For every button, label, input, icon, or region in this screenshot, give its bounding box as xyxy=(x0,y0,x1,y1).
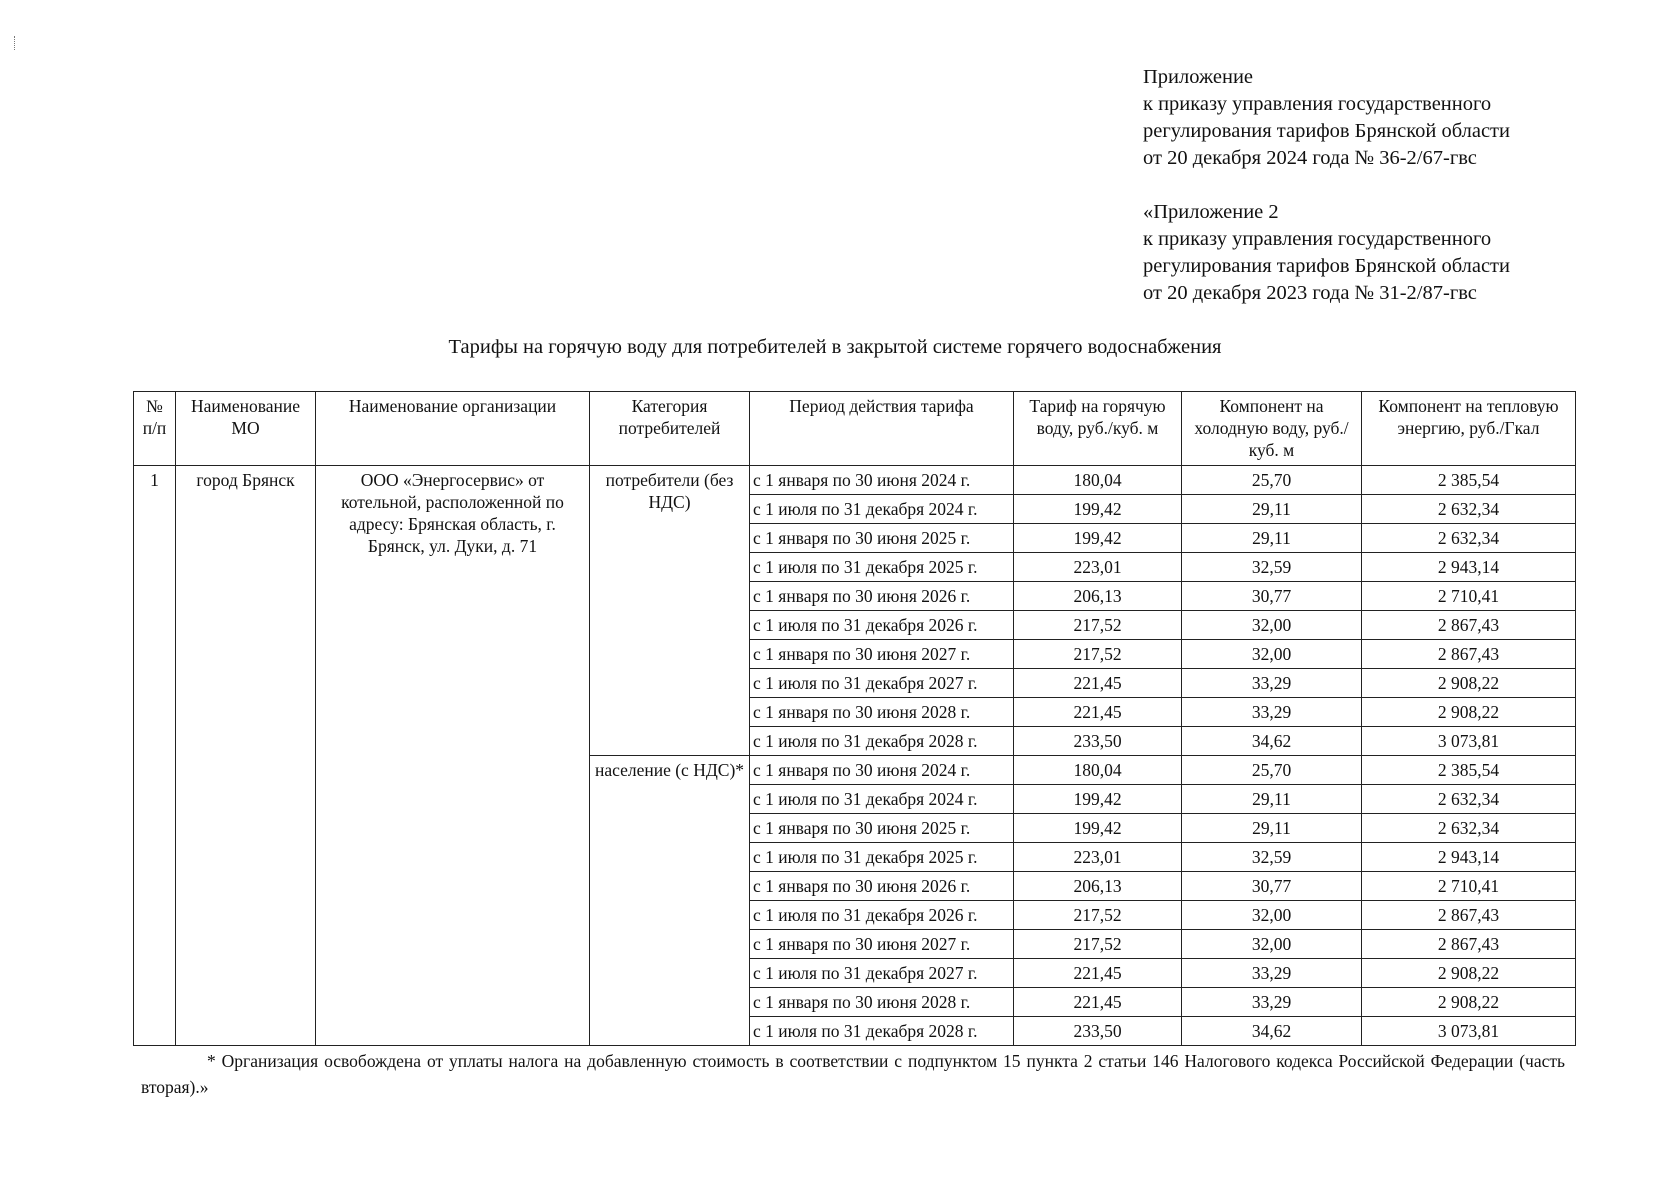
heat-energy-cell: 2 632,34 xyxy=(1362,524,1576,553)
period-cell: с 1 января по 30 июня 2028 г. xyxy=(750,988,1014,1017)
period-cell: с 1 июля по 31 декабря 2027 г. xyxy=(750,959,1014,988)
period-cell: с 1 января по 30 июня 2025 г. xyxy=(750,524,1014,553)
tariff-cell: 206,13 xyxy=(1014,872,1182,901)
heat-energy-cell: 2 385,54 xyxy=(1362,466,1576,495)
tariff-cell: 221,45 xyxy=(1014,959,1182,988)
approval-block-previous xyxy=(1143,199,1510,307)
cold-water-cell: 33,29 xyxy=(1182,988,1362,1017)
document-title: Тарифы на горячую воду для потребителей в закрытой системе горячего водоснабжения xyxy=(448,336,1222,358)
header-tariff: Тариф на горячую воду, руб./куб. м xyxy=(1014,392,1182,466)
cold-water-cell: 32,59 xyxy=(1182,553,1362,582)
period-cell: с 1 июля по 31 декабря 2028 г. xyxy=(750,727,1014,756)
heat-energy-cell: 2 908,22 xyxy=(1362,959,1576,988)
heat-energy-cell: 2 632,34 xyxy=(1362,785,1576,814)
cold-water-cell: 33,29 xyxy=(1182,698,1362,727)
heat-energy-cell: 2 867,43 xyxy=(1362,901,1576,930)
period-cell: с 1 июля по 31 декабря 2025 г. xyxy=(750,553,1014,582)
category-cell: население (с НДС)* xyxy=(590,756,750,1046)
mo-name-cell: город Брянск xyxy=(176,466,316,1046)
tariff-table-body xyxy=(134,466,1576,1046)
heat-energy-cell: 2 867,43 xyxy=(1362,930,1576,959)
period-cell: с 1 июля по 31 декабря 2024 г. xyxy=(750,495,1014,524)
tariff-cell: 223,01 xyxy=(1014,553,1182,582)
header-mo: Наименование МО xyxy=(176,392,316,466)
approval-line: к приказу управления государственного xyxy=(1143,93,1492,115)
header-num: № п/п xyxy=(134,392,176,466)
cold-water-cell: 25,70 xyxy=(1182,756,1362,785)
tariff-cell: 199,42 xyxy=(1014,495,1182,524)
approval-line: Приложение xyxy=(1143,66,1254,88)
period-cell: с 1 июля по 31 декабря 2028 г. xyxy=(750,1017,1014,1046)
tariff-cell: 199,42 xyxy=(1014,785,1182,814)
table-row xyxy=(134,466,1576,495)
header-category: Категория потребителей xyxy=(590,392,750,466)
scan-margin-mark xyxy=(14,36,16,50)
tariff-cell: 199,42 xyxy=(1014,814,1182,843)
heat-energy-cell: 2 867,43 xyxy=(1362,611,1576,640)
period-cell: с 1 июля по 31 декабря 2026 г. xyxy=(750,611,1014,640)
tariff-cell: 223,01 xyxy=(1014,843,1182,872)
tariff-cell: 221,45 xyxy=(1014,988,1182,1017)
cold-water-cell: 32,00 xyxy=(1182,901,1362,930)
cold-water-cell: 29,11 xyxy=(1182,524,1362,553)
approval-line: «Приложение 2 xyxy=(1143,201,1279,223)
header-heat: Компонент на тепловую энергию, руб./Гкал xyxy=(1362,392,1576,466)
approval-line: от 20 декабря 2024 года № 36-2/67-гвс xyxy=(1143,147,1477,169)
heat-energy-cell: 2 385,54 xyxy=(1362,756,1576,785)
period-cell: с 1 января по 30 июня 2027 г. xyxy=(750,930,1014,959)
heat-energy-cell: 3 073,81 xyxy=(1362,727,1576,756)
header-org: Наименование организации xyxy=(316,392,590,466)
heat-energy-cell: 2 632,34 xyxy=(1362,495,1576,524)
heat-energy-cell: 3 073,81 xyxy=(1362,1017,1576,1046)
category-cell: потребители (без НДС) xyxy=(590,466,750,756)
header-period: Период действия тарифа xyxy=(750,392,1014,466)
heat-energy-cell: 2 908,22 xyxy=(1362,988,1576,1017)
period-cell: с 1 января по 30 июня 2027 г. xyxy=(750,640,1014,669)
heat-energy-cell: 2 943,14 xyxy=(1362,553,1576,582)
heat-energy-cell: 2 943,14 xyxy=(1362,843,1576,872)
footnote: * Организация освобождена от уплаты налога на добавленную стоимость в соответствии с подпунктом 15 пункта 2 статьи 146 Налогового кодекса Российской Федерации (часть вторая).» xyxy=(141,1051,1565,1097)
approval-line: к приказу управления государственного xyxy=(1143,228,1492,250)
approval-line: регулирования тарифов Брянской области xyxy=(1143,120,1510,142)
period-cell: с 1 июля по 31 декабря 2025 г. xyxy=(750,843,1014,872)
tariff-cell: 217,52 xyxy=(1014,640,1182,669)
tariff-cell: 217,52 xyxy=(1014,611,1182,640)
period-cell: с 1 июля по 31 декабря 2024 г. xyxy=(750,785,1014,814)
period-cell: с 1 января по 30 июня 2026 г. xyxy=(750,872,1014,901)
tariff-cell: 180,04 xyxy=(1014,466,1182,495)
tariff-cell: 217,52 xyxy=(1014,930,1182,959)
period-cell: с 1 января по 30 июня 2028 г. xyxy=(750,698,1014,727)
cold-water-cell: 32,00 xyxy=(1182,640,1362,669)
heat-energy-cell: 2 908,22 xyxy=(1362,698,1576,727)
period-cell: с 1 июля по 31 декабря 2026 г. xyxy=(750,901,1014,930)
cold-water-cell: 33,29 xyxy=(1182,959,1362,988)
period-cell: с 1 января по 30 июня 2025 г. xyxy=(750,814,1014,843)
tariff-cell: 221,45 xyxy=(1014,698,1182,727)
tariff-table xyxy=(133,391,1576,1046)
approval-line: от 20 декабря 2023 года № 31-2/87-гвс xyxy=(1143,282,1477,304)
heat-energy-cell: 2 710,41 xyxy=(1362,872,1576,901)
period-cell: с 1 января по 30 июня 2026 г. xyxy=(750,582,1014,611)
cold-water-cell: 34,62 xyxy=(1182,1017,1362,1046)
period-cell: с 1 января по 30 июня 2024 г. xyxy=(750,466,1014,495)
cold-water-cell: 29,11 xyxy=(1182,495,1362,524)
period-cell: с 1 июля по 31 декабря 2027 г. xyxy=(750,669,1014,698)
approval-stamp-text xyxy=(1143,64,1510,334)
cold-water-cell: 29,11 xyxy=(1182,785,1362,814)
cold-water-cell: 34,62 xyxy=(1182,727,1362,756)
table-header-row xyxy=(134,392,1576,466)
tariff-cell: 199,42 xyxy=(1014,524,1182,553)
header-cold: Компонент на холодную воду, руб./куб. м xyxy=(1182,392,1362,466)
row-number-cell: 1 xyxy=(134,466,176,1046)
cold-water-cell: 29,11 xyxy=(1182,814,1362,843)
organization-cell: ООО «Энергосервис» от котельной, расположенной по адресу: Брянская область, г. Брянск, ул. Дуки, д. 71 xyxy=(316,466,590,1046)
tariff-cell: 233,50 xyxy=(1014,727,1182,756)
heat-energy-cell: 2 908,22 xyxy=(1362,669,1576,698)
tariff-cell: 180,04 xyxy=(1014,756,1182,785)
cold-water-cell: 32,00 xyxy=(1182,930,1362,959)
approval-line: регулирования тарифов Брянской области xyxy=(1143,255,1510,277)
cold-water-cell: 25,70 xyxy=(1182,466,1362,495)
tariff-cell: 233,50 xyxy=(1014,1017,1182,1046)
cold-water-cell: 30,77 xyxy=(1182,872,1362,901)
heat-energy-cell: 2 867,43 xyxy=(1362,640,1576,669)
cold-water-cell: 32,59 xyxy=(1182,843,1362,872)
tariff-cell: 221,45 xyxy=(1014,669,1182,698)
period-cell: с 1 января по 30 июня 2024 г. xyxy=(750,756,1014,785)
cold-water-cell: 32,00 xyxy=(1182,611,1362,640)
heat-energy-cell: 2 632,34 xyxy=(1362,814,1576,843)
cold-water-cell: 33,29 xyxy=(1182,669,1362,698)
heat-energy-cell: 2 710,41 xyxy=(1362,582,1576,611)
tariff-cell: 217,52 xyxy=(1014,901,1182,930)
tariff-cell: 206,13 xyxy=(1014,582,1182,611)
approval-block-current xyxy=(1143,64,1510,172)
cold-water-cell: 30,77 xyxy=(1182,582,1362,611)
